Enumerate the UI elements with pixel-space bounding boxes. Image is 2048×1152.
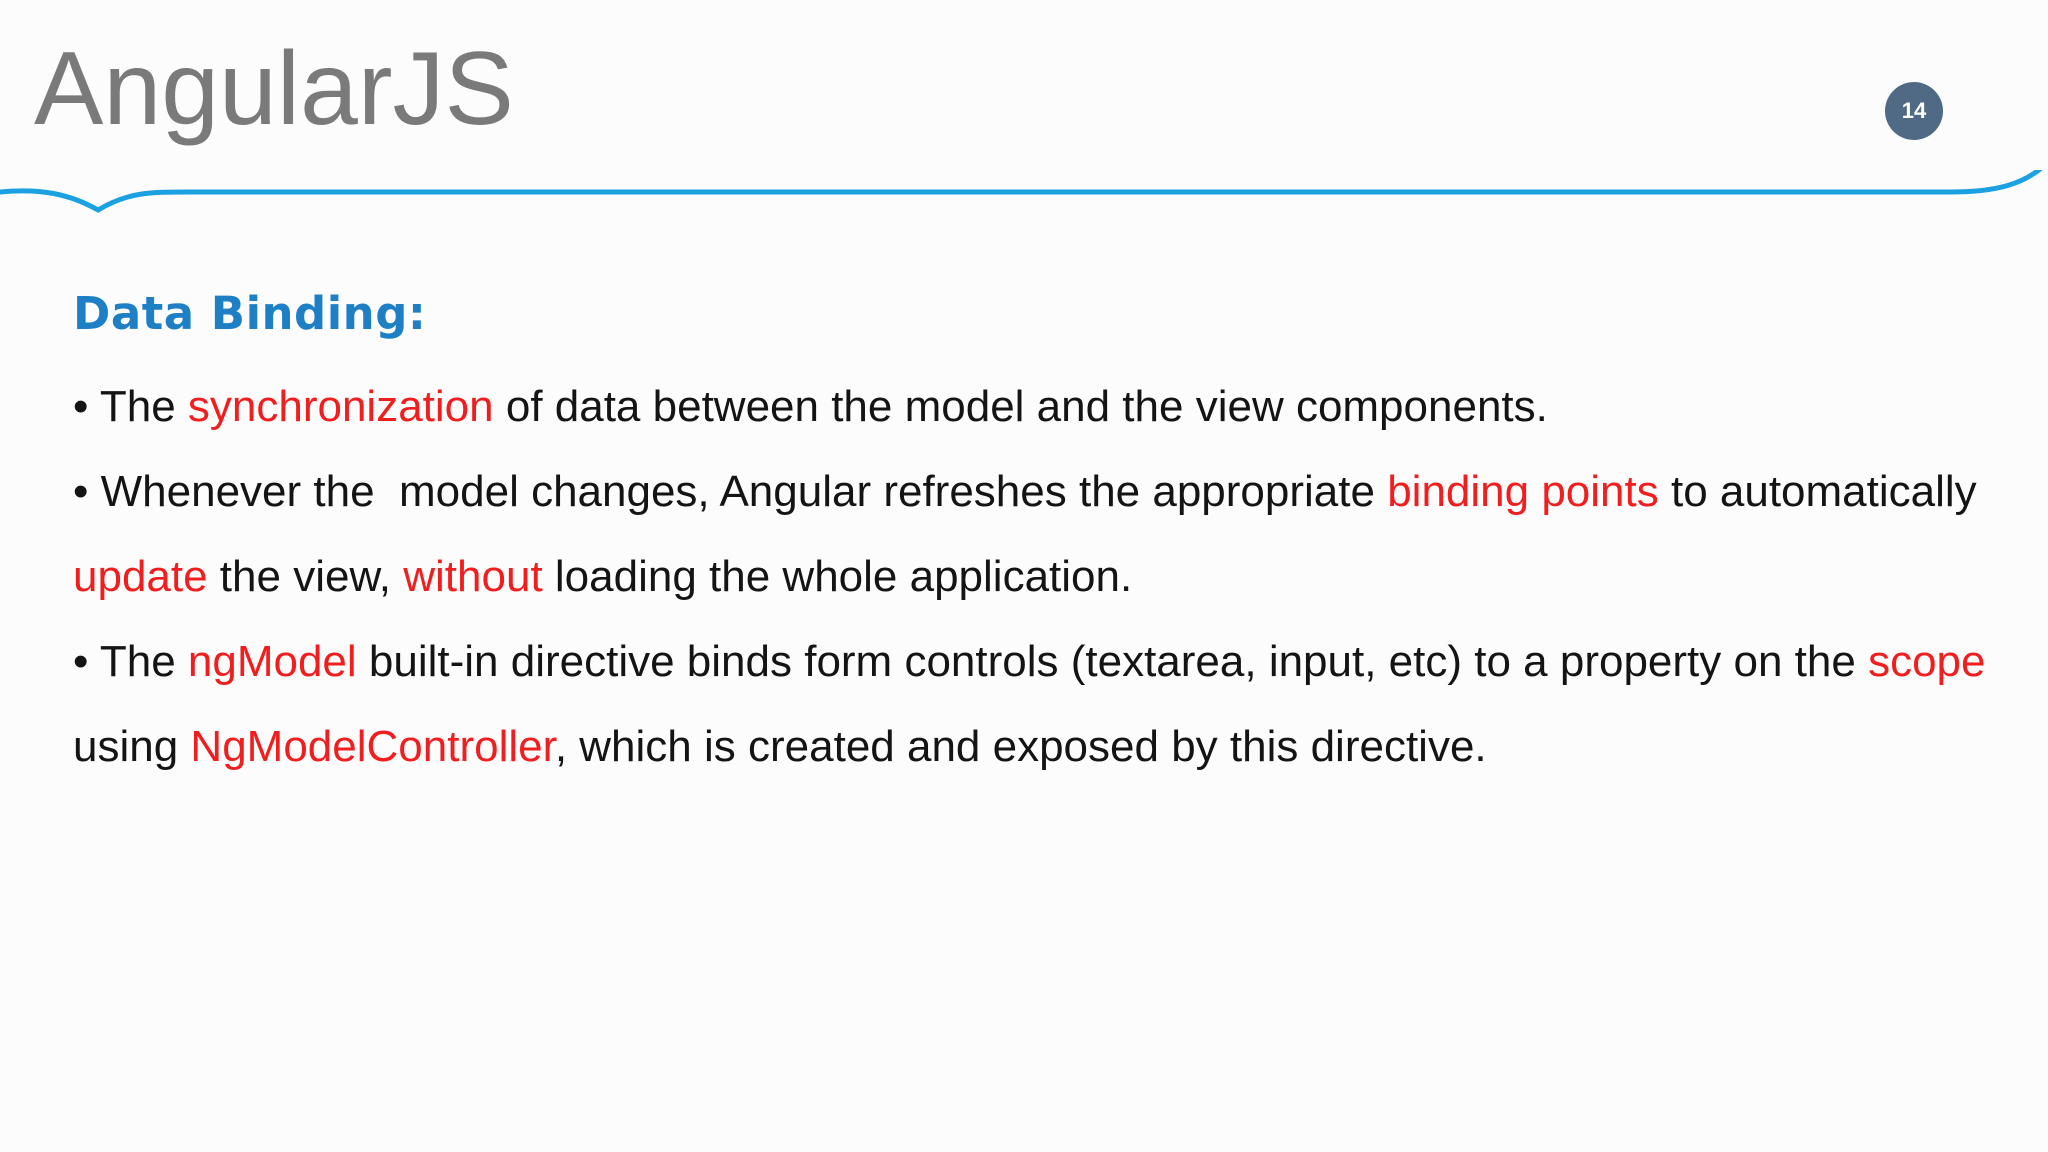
bullet-text: Whenever the model changes, Angular refreshes the appropriate bbox=[100, 467, 1388, 516]
slide-title: AngularJS bbox=[34, 31, 514, 147]
bullet-text: to automatically bbox=[1658, 467, 1977, 516]
bullet-text: The bbox=[99, 382, 188, 431]
bullet-text: loading the whole application. bbox=[542, 552, 1133, 601]
header-divider bbox=[0, 170, 2048, 230]
bullet-text: built-in directive binds form controls (textarea, input, etc) to a property on the bbox=[356, 637, 1869, 686]
bullet-text: of data between the model and the view components. bbox=[493, 382, 1548, 431]
bullet-marker: • bbox=[73, 637, 100, 686]
highlight-synchronization: synchronization bbox=[187, 382, 494, 431]
highlight-without: without bbox=[403, 552, 543, 601]
section-heading: Data Binding: bbox=[73, 287, 427, 340]
highlight-update: update bbox=[73, 552, 208, 601]
highlight-ngmodel: ngModel bbox=[187, 637, 357, 686]
bullet-text: using bbox=[73, 722, 191, 771]
highlight-scope: scope bbox=[1868, 637, 1986, 686]
page-number-badge: 14 bbox=[1885, 82, 1943, 140]
bullet-synchronization bbox=[73, 364, 2003, 449]
bullet-text: The bbox=[99, 637, 188, 686]
bullet-text: the view, bbox=[207, 552, 404, 601]
bullet-marker: • bbox=[73, 382, 100, 431]
bullet-marker: • bbox=[73, 467, 101, 516]
highlight-ngmodelcontroller: NgModelController bbox=[190, 722, 555, 771]
bullet-ngmodel bbox=[73, 619, 2003, 789]
slide-body bbox=[73, 282, 2003, 789]
bullet-model-changes bbox=[73, 449, 2003, 619]
bullet-text: , which is created and exposed by this directive. bbox=[554, 722, 1487, 771]
highlight-binding-points: binding points bbox=[1387, 467, 1659, 516]
